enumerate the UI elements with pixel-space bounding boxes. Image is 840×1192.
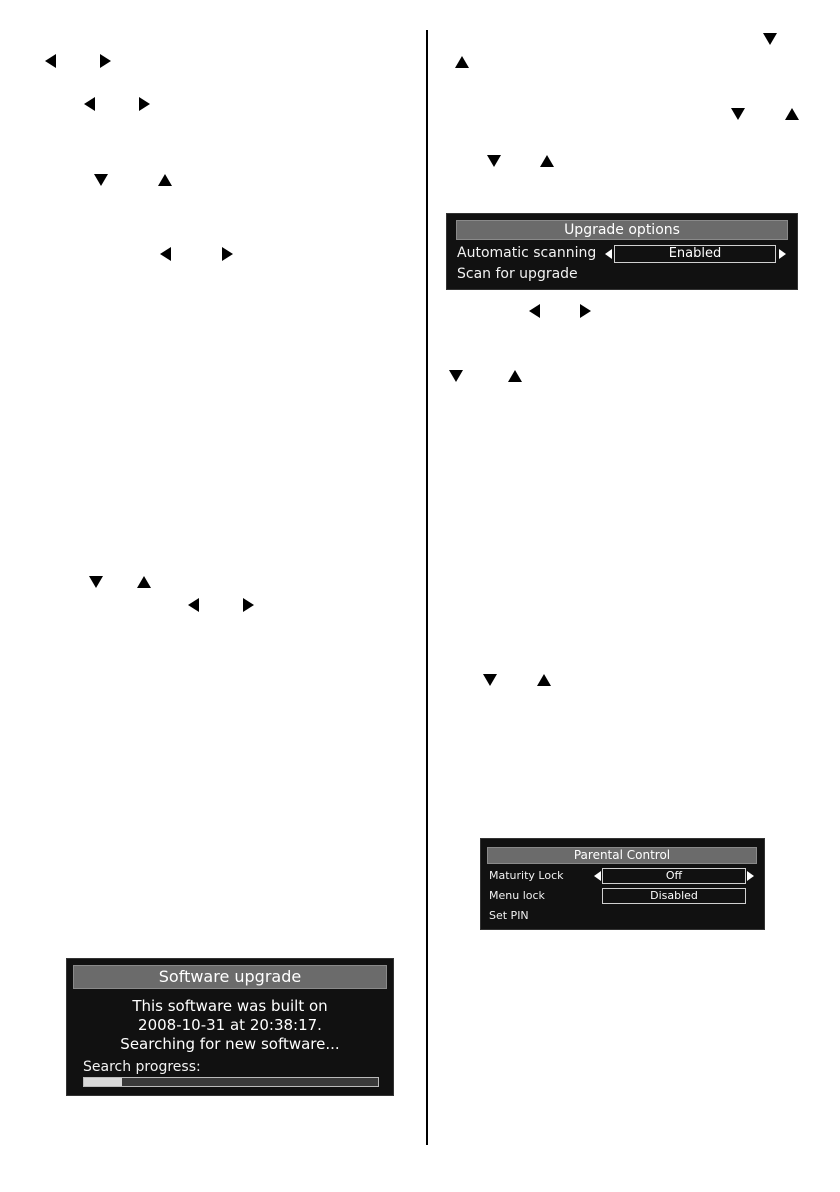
menu-title: Parental Control [487, 847, 757, 864]
right-arrow-icon [222, 247, 233, 261]
right-arrow-icon [139, 97, 150, 111]
searching-status: Searching for new software... [120, 1035, 340, 1053]
left-arrow-icon [84, 97, 95, 111]
progress-label: Search progress: [83, 1059, 201, 1075]
down-arrow-icon [731, 108, 745, 120]
scan-for-upgrade-label[interactable]: Scan for upgrade [457, 266, 578, 282]
right-arrow-icon[interactable] [747, 871, 754, 881]
left-arrow-icon [529, 304, 540, 318]
down-arrow-icon [483, 674, 497, 686]
right-arrow-icon[interactable] [779, 249, 786, 259]
right-arrow-icon [243, 598, 254, 612]
up-arrow-icon [137, 576, 151, 588]
build-date-line: 2008-10-31 at 20:38:17. [138, 1016, 322, 1034]
menu-lock-label[interactable]: Menu lock [489, 889, 545, 902]
left-arrow-icon[interactable] [605, 249, 612, 259]
up-arrow-icon [158, 174, 172, 186]
right-arrow-icon [100, 54, 111, 68]
down-arrow-icon [487, 155, 501, 167]
set-pin-label[interactable]: Set PIN [489, 909, 529, 922]
column-divider [426, 30, 428, 1145]
up-arrow-icon [455, 56, 469, 68]
down-arrow-icon [89, 576, 103, 588]
parental-control-menu [480, 838, 765, 930]
search-progress-fill [84, 1078, 122, 1086]
build-info-line: This software was built on [132, 997, 328, 1015]
left-arrow-icon [45, 54, 56, 68]
automatic-scanning-value[interactable]: Enabled [614, 245, 776, 263]
up-arrow-icon [508, 370, 522, 382]
left-arrow-icon [188, 598, 199, 612]
left-arrow-icon[interactable] [594, 871, 601, 881]
down-arrow-icon [763, 33, 777, 45]
left-arrow-icon [160, 247, 171, 261]
software-upgrade-dialog [66, 958, 394, 1096]
dialog-title: Software upgrade [73, 965, 387, 989]
upgrade-options-menu [446, 213, 798, 290]
search-progress-bar [83, 1077, 379, 1087]
up-arrow-icon [540, 155, 554, 167]
menu-title: Upgrade options [456, 220, 788, 240]
maturity-lock-value[interactable]: Off [602, 868, 746, 884]
menu-lock-value[interactable]: Disabled [602, 888, 746, 904]
right-arrow-icon [580, 304, 591, 318]
maturity-lock-label[interactable]: Maturity Lock [489, 869, 564, 882]
up-arrow-icon [537, 674, 551, 686]
down-arrow-icon [449, 370, 463, 382]
automatic-scanning-label[interactable]: Automatic scanning [457, 245, 597, 261]
down-arrow-icon [94, 174, 108, 186]
up-arrow-icon [785, 108, 799, 120]
